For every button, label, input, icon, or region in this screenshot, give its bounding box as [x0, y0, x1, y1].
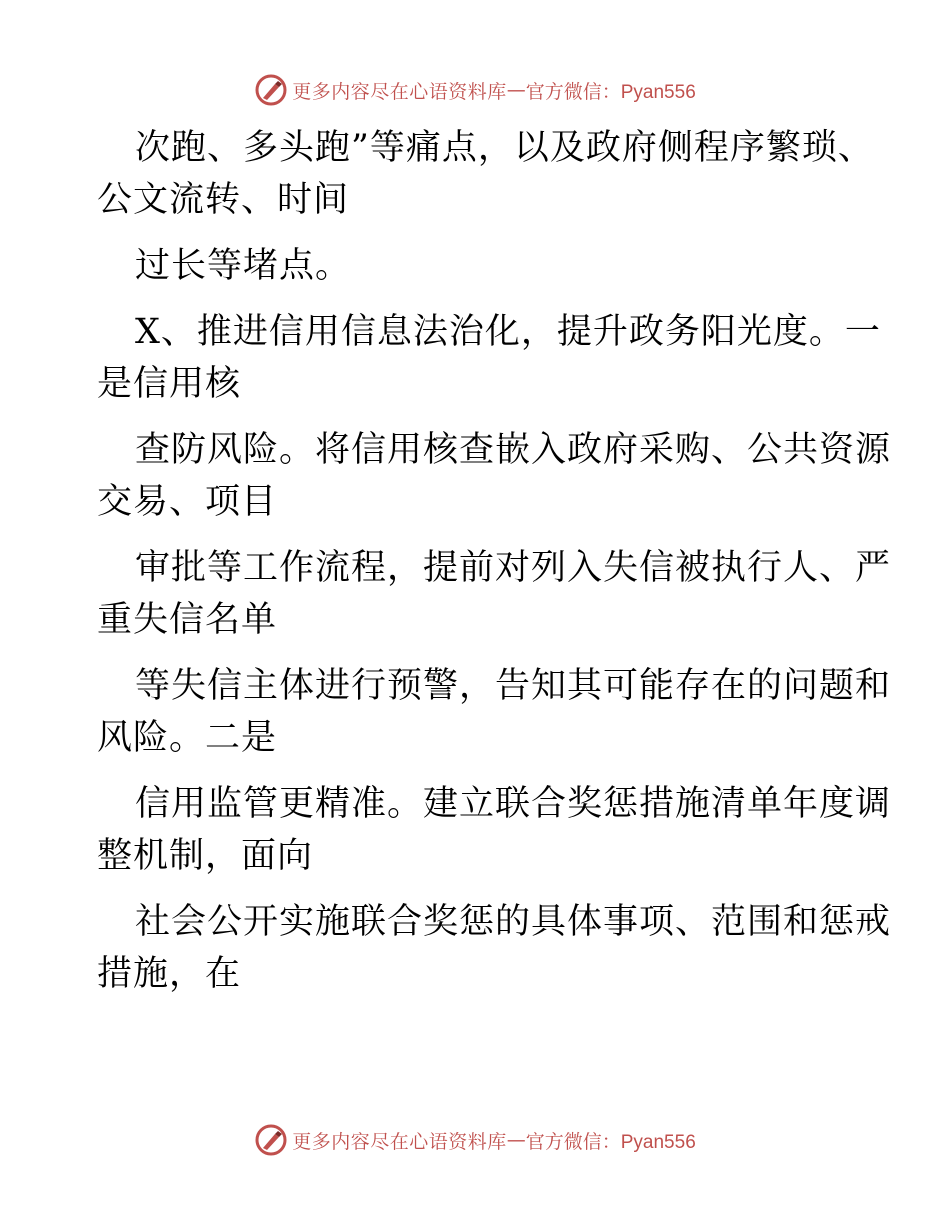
text-line: 查防风险。将信用核查嵌入政府采购、公共资源	[135, 430, 892, 470]
header-watermark	[0, 70, 950, 110]
text-line: 等失信主体进行预警，告知其可能存在的问题和	[135, 666, 892, 706]
text-line: 措施，在	[97, 954, 242, 994]
watermark-text: 更多内容尽在心语资料库	[292, 80, 507, 103]
watermark-text: 更多内容尽在心语资料库	[292, 1130, 507, 1153]
text-line: X、推进信用信息法治化，提升政务阳光度。一	[135, 312, 881, 352]
text-line: 整机制，面向	[97, 836, 314, 876]
watermark-dash: —	[506, 79, 526, 101]
footer-watermark	[0, 1120, 950, 1160]
watermark-account: 官方微信：Pyan556	[525, 81, 696, 103]
document-body	[97, 122, 892, 1000]
text-line: 审批等工作流程，提前对列入失信被执行人、严	[135, 548, 892, 588]
pen-circle-icon	[254, 73, 288, 107]
text-line: 次跑、多头跑”等痛点，以及政府侧程序繁琐、	[135, 128, 874, 168]
text-line: 重失信名单	[97, 600, 278, 640]
text-line: 信用监管更精准。建立联合奖惩措施清单年度调	[135, 784, 892, 824]
text-line: 社会公开实施联合奖惩的具体事项、范围和惩戒	[135, 902, 892, 942]
text-line: 风险。二是	[97, 718, 278, 758]
text-line: 交易、项目	[97, 482, 278, 522]
text-line: 公文流转、时间	[97, 180, 350, 220]
text-line: 过长等堵点。	[135, 246, 352, 286]
pen-circle-icon	[254, 1123, 288, 1157]
watermark-account: 官方微信：Pyan556	[525, 1131, 696, 1153]
text-line: 是信用核	[97, 364, 242, 404]
watermark-dash: —	[506, 1129, 526, 1151]
